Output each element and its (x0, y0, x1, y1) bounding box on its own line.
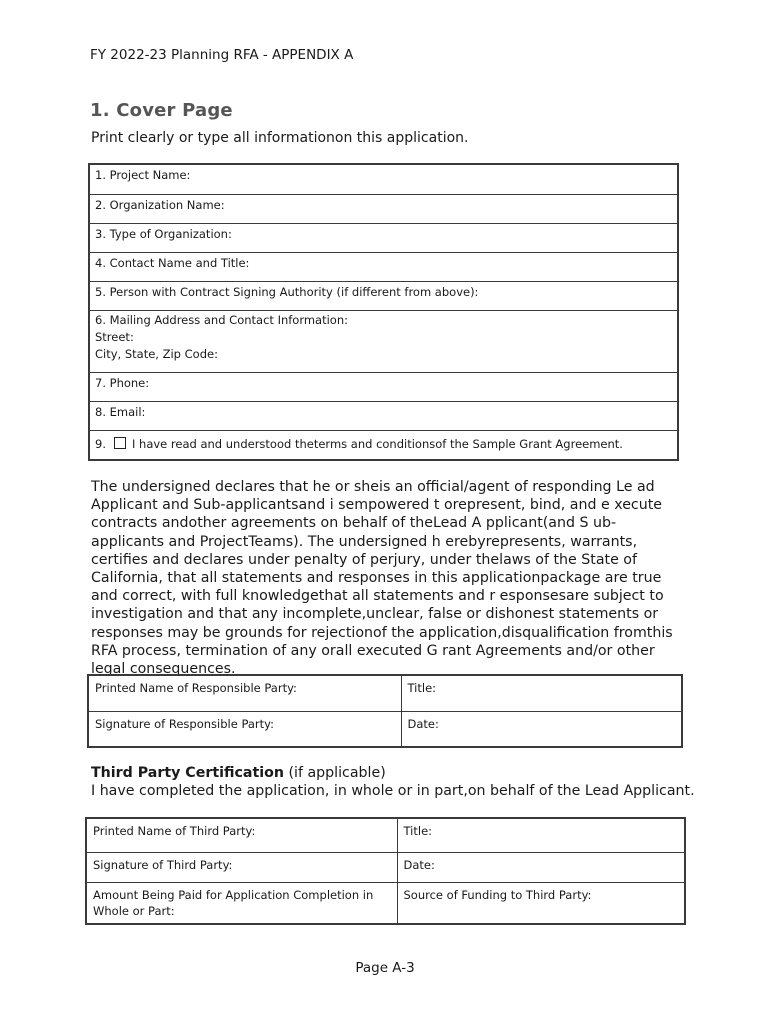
signing-authority-field[interactable] (90, 281, 677, 310)
field-label: Title: (407, 681, 437, 695)
third-party-heading-note: (if applicable) (283, 765, 386, 781)
declaration-paragraph: The undersigned declares that he or sheis an official/agent of responding Le ad Applicant and Sub-applicantsand i sempowered t orepresent, bind, and e xecute contracts andother agreements on behalf of theLead A pplicant(and S ub-applicants and ProjectTeams). The undersigned h erebyrepresents, warrants, certifies and declares under penalty of perjury, under thelaws of the State of California, that all statements and responses in this applicationpackage are true and correct, with full knowledgethat all statements and r esponsesare subject to investigation and that any incomplete,unclear, false or dishonest statements or responses may be grounds for rejectionof the application,disqualification fromthis RFA process, termination of any orall executed G rant Agreements and/or other legal consequences. (91, 479, 673, 678)
agreement-text: I have read and understood theterms and conditionsof the Sample Grant Agreement. (131, 437, 623, 451)
responsible-title-cell[interactable] (401, 675, 682, 711)
third-party-funding-source-cell[interactable] (397, 882, 685, 924)
organization-type-field[interactable] (90, 223, 677, 252)
field-label: 3. Type of Organization: (95, 227, 232, 241)
third-party-section (91, 764, 695, 800)
responsible-party-table (87, 674, 683, 748)
third-party-printed-name-cell[interactable] (86, 818, 397, 852)
field-label: Date: (407, 716, 439, 731)
field-label: Amount Being Paid for Application Completion in Whole or Part: (93, 887, 374, 918)
third-party-date-cell[interactable] (397, 852, 685, 882)
project-name-field[interactable] (90, 165, 677, 194)
page-number: Page A-3 (355, 960, 415, 976)
field-label: Printed Name of Third Party: (93, 824, 256, 838)
field-label: Signature of Responsible Party: (95, 716, 274, 731)
responsible-date-cell[interactable] (401, 711, 682, 747)
field-label: Source of Funding to Third Party: (403, 887, 592, 902)
third-party-statement: I have completed the application, in whole or in part,on behalf of the Lead Applicant. (91, 783, 695, 800)
field-label: 7. Phone: (95, 376, 150, 390)
responsible-signature-cell[interactable] (88, 711, 401, 747)
field-label: 2. Organization Name: (95, 198, 225, 212)
city-state-zip-label: City, State, Zip Code: (95, 347, 218, 361)
responsible-printed-name-cell[interactable] (88, 675, 401, 711)
agreement-row (90, 430, 677, 459)
agreement-number: 9. (95, 437, 106, 451)
organization-name-field[interactable] (90, 194, 677, 223)
third-party-signature-cell[interactable] (86, 852, 397, 882)
instruction-text: Print clearly or type all informationon this application. (91, 130, 469, 146)
field-label: Title: (403, 824, 433, 838)
third-party-heading (91, 764, 695, 782)
field-label: 4. Contact Name and Title: (95, 256, 250, 270)
field-label: Date: (403, 857, 435, 872)
third-party-title-cell[interactable] (397, 818, 685, 852)
document-header: FY 2022-23 Planning RFA - APPENDIX A (90, 47, 354, 63)
email-field[interactable] (90, 401, 677, 430)
third-party-table (85, 817, 686, 925)
phone-field[interactable] (90, 372, 677, 401)
mailing-label: 6. Mailing Address and Contact Information: (95, 313, 349, 327)
contact-name-title-field[interactable] (90, 252, 677, 281)
field-label: 8. Email: (95, 405, 146, 419)
section-title: 1. Cover Page (90, 100, 233, 121)
mailing-address-field[interactable] (90, 310, 677, 372)
street-label: Street: (95, 330, 134, 344)
field-label: Printed Name of Responsible Party: (95, 681, 297, 695)
cover-info-table (88, 163, 679, 461)
agreement-checkbox[interactable] (114, 437, 126, 449)
field-label: Signature of Third Party: (93, 857, 233, 872)
field-label: 1. Project Name: (95, 168, 191, 182)
field-label: 5. Person with Contract Signing Authority (if different from above): (95, 285, 479, 299)
third-party-heading-bold: Third Party Certification (91, 765, 284, 781)
third-party-amount-cell[interactable] (86, 882, 397, 924)
